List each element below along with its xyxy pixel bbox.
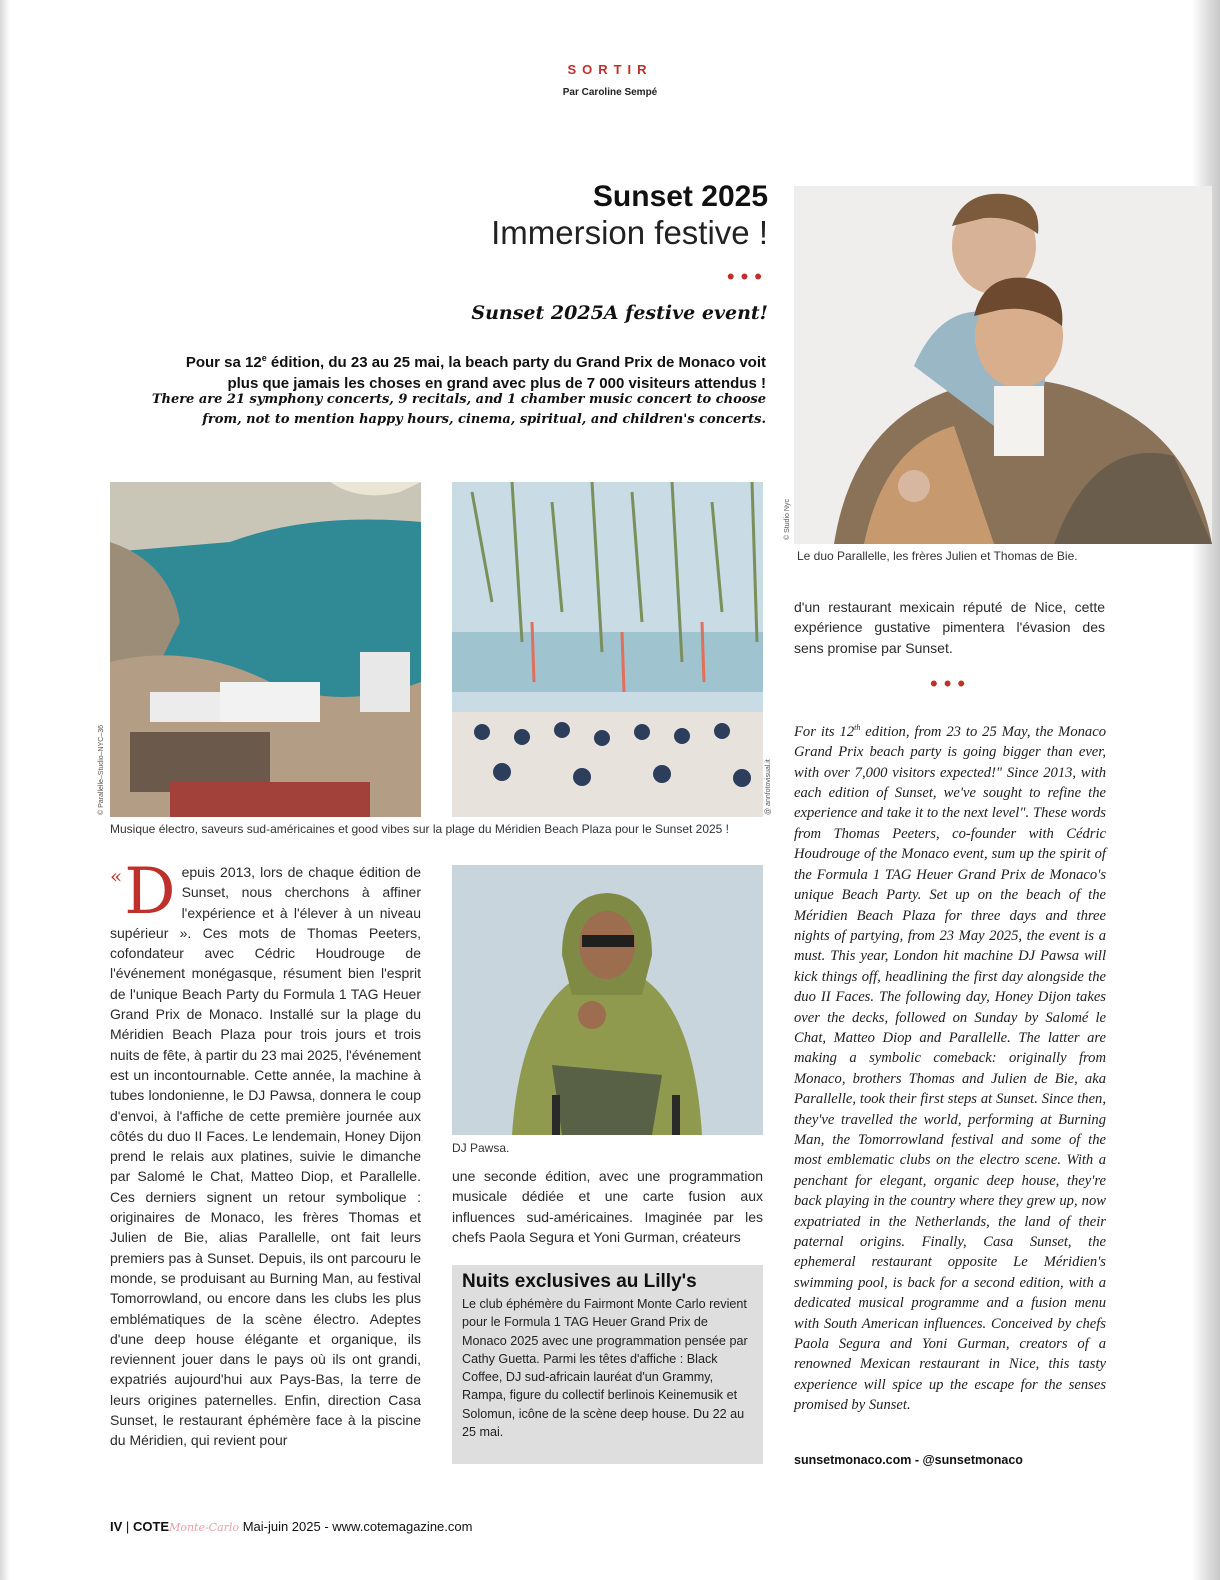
intro-sup: e [261,353,267,363]
intro-line2: plus que jamais les choses en grand avec plus de 7 000 visiteurs attendus ! [227,375,766,392]
decorative-dots-mid: ••• [930,671,972,696]
page-gutter-shadow [0,0,10,1580]
beach-photo-credit: © Parallelle–Studio–NYC–36 [98,725,105,815]
dropcap-letter: D [124,855,176,929]
main-photo-caption: Musique électro, saveurs sud-américaines et good vibes sur la plage du Méridien Beach Plaza pour le Sunset 2025 ! [110,822,730,836]
box-title: Nuits exclusives au Lilly's [462,1271,697,1292]
body-french-col1 [110,855,421,1451]
footer-separator: | [125,1519,130,1534]
issue-and-website: Mai-juin 2025 - www.cotemagazine.com [242,1519,473,1534]
body-french-col2: une seconde édition, avec une programmation musicale dédiée et une carte fusion aux influences sud-américaines. Imaginée par les chefs Paola Segura et Yoni Gurman, créateurs [452,1168,763,1245]
intro-line1-a: Pour sa 12 [185,354,262,371]
crowd-photo-credit: @ annfotovisual.it [765,759,772,815]
magazine-brand: COTE [132,1519,170,1534]
byline: Par Caroline Sempé [562,87,658,98]
section-label: SORTIR [567,62,653,77]
magazine-edition-script: Monte-Carlo [169,1521,240,1534]
english-heading: Sunset 2025A festive event! [471,302,768,324]
en-text: edition, from 23 to 25 May, the Monaco Grand Prix beach party is going bigger than ever, with over 7,000 visitors expected!" Since 2013, with each edition of Sunset, we've sought to refine the experience and take it to the next level". These words from Thomas Peeters, co-founder with Cédric Houdrouge of the Monaco event, sum up the spirit of the Formula 1 TAG Heuer Grand Prix de Monaco's unique Beach Party. Set up on the beach of the Méridien Beach Plaza for three days and three nights of partying, from 23 May 2025, the event is a must. This year, London hit machine DJ Pawsa will kick things off, headlining the first day alongside the duo II Faces. The following day, Honey Dijon takes over the decks, followed on Sunday by Salomé le Chat, Matteo Diop and Parallelle. The latter are making a symbolic comeback: originally from Monaco, brothers Thomas and Julien de Bie, aka Parallelle, took their first steps at Sunset. Since then, they've travelled the world, performing at Burning Man, the Tomorrowland festival and some of the most emblematic clubs on the electro scene. With a penchant for elegant, organic deep house, they're back playing in the country where they grew up, now expatriated in the Netherlands, the land of their paternal origins. Finally, Casa Sunset, the ephemeral restaurant opposite Le Méridien's swimming pool, is back for a second edition, with a dedicated musical programme and a fusion menu with South American influences. Conceived by chefs Paola Segura and Yoni Gurman, creators of a renowned Mexican restaurant in Nice, this tasty experience will spice up the escape for the senses promised by Sunset. [794,723,1106,1414]
article-subtitle: Immersion festive ! [491,214,768,251]
en-lead: For its 12 [794,723,855,740]
intro-line1-b: édition, du 23 au 25 mai, la beach party du Grand Prix de Monaco voit [266,354,766,371]
en-sup: th [854,723,861,732]
duo-caption: Le duo Parallelle, les frères Julien et Thomas de Bie. [797,549,1078,563]
box-body: Le club éphémère du Fairmont Monte Carlo revient pour le Formula 1 TAG Heuer Grand Prix de Monaco 2025 avec une programmation pensée par Cathy Guetta. Parmi les têtes d'affiche : Black Coffee, DJ sud-africain lauréat d'un Grammy, Rampa, figure du collectif berlinois Keinemusik et Solomun, icône de la scène deep house. Du 22 au 25 mai. [462,1297,748,1440]
body-english [794,718,1106,1416]
decorative-dots-top: ••• [726,264,768,289]
article-title: Sunset 2025 [592,180,768,213]
beach-aerial-photo [110,482,421,817]
intro-paragraph [130,348,766,394]
body-french-col1-text: epuis 2013, lors de chaque édition de Sunset, nous cherchons à affiner l'expérience et à l'élever à un niveau supérieur ». Ces mots de Thomas Peeters, cofondateur avec Cédric Houdrouge de l'événement monégasque, résument bien l'esprit de l'unique Beach Party du Formula 1 TAG Heuer Grand Prix de Monaco. Installé sur la plage du Méridien Beach Plaza pour trois jours et trois nuits de fête, à partir du 23 mai 2025, l'événement est un incontournable. Cette année, la machine à tubes londonienne, le DJ Pawsa, donnera le coup d'envoi, à l'affiche de cette première journée aux côtés du duo II Faces. Le lendemain, Honey Dijon prend le relais aux platines, suivie le dimanche par Salomé le Chat, Matteo Diop, et Parallelle. Ces derniers signent un retour symbolique : originaires de Monaco, les frères Thomas et Julien de Bie, alias Parallelle, ont fait leurs premiers pas à Sunset. Depuis, ils ont parcouru le monde, se produisant au Burning Man, au festival Tomorrowland, ou encore dans les clubs les plus emblématiques de la scène électro. Adeptes d'une deep house élégante et organique, ils reviennent jouer dans le pays où ils ont grandi, expatriés aujourd'hui aux Pays-Bas, la terre de leurs origines paternelles. Enfin, direction Casa Sunset, le restaurant éphémère face à la piscine du Méridien, qui revient pour [110,864,421,1449]
dropcap-quote: « [110,864,123,888]
crowd-party-photo [452,482,763,817]
dropcap [110,855,176,929]
duo-parallelle-photo [794,186,1212,544]
intro-english: There are 21 symphony concerts, 9 recitals, and 1 chamber music concert to choose from, not to mention happy hours, cinema, spiritual, and children's concerts. [151,392,766,427]
dj-pawsa-photo [452,865,763,1135]
body-french-col3: d'un restaurant mexicain réputé de Nice, cette expérience gustative pimentera l'évasion des sens promise par Sunset. [794,599,1105,656]
dj-caption: DJ Pawsa. [452,1141,510,1155]
lillys-sidebar-box [452,1265,763,1464]
duo-photo-credit: © Studio Nyc [784,499,791,540]
page-footer [110,1519,472,1534]
website-link[interactable]: sunsetmonaco.com - @sunsetmonaco [794,1453,1023,1467]
page-number: IV [110,1519,123,1534]
